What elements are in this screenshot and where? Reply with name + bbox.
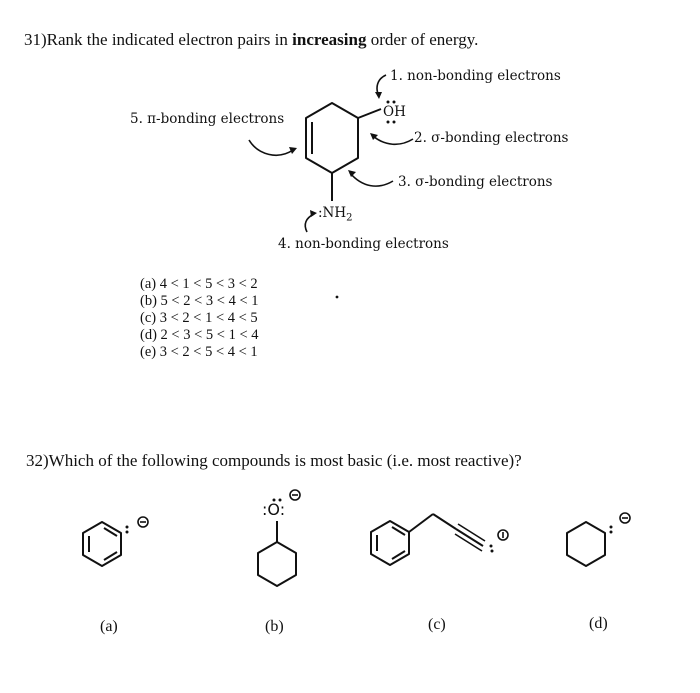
amino-label-subscript: 2 [346,212,353,224]
caption-c: (c) [428,616,446,633]
structure-a-phenyl-anion [83,517,148,566]
hydroxyl-label: OH [383,104,406,120]
option-c[interactable]: (c) 3 < 2 < 1 < 4 < 5 [140,310,258,326]
label-2-sigma-bonding: 2. σ-bonding electrons [414,130,569,146]
caption-a: (a) [100,618,118,635]
option-b[interactable]: (b) 5 < 2 < 3 < 4 < 1 [140,293,259,309]
label-5-pi-bonding: 5. π-bonding electrons [130,111,285,127]
caption-d: (d) [589,615,608,632]
label-1-non-bonding: 1. non-bonding electrons [390,68,561,84]
structure-c-alkynyl-anion [371,514,508,565]
structure-d-cyclohexyl-anion [567,513,630,566]
option-a[interactable]: (a) 4 < 1 < 5 < 3 < 2 [140,276,258,292]
amino-label-main: :NH [318,205,347,221]
question-31-number: 31) [24,30,47,49]
question-31-emphasis: increasing [292,30,367,49]
question-31-text-before: Rank the indicated electron pairs in [46,30,293,49]
caption-b: (b) [265,618,284,635]
label-3-sigma-bonding: 3. σ-bonding electrons [398,174,553,190]
label-4-non-bonding: 4. non-bonding electrons [278,236,449,252]
question-32-title: 32)Which of the following compounds is most basic (i.e. most reactive)? [26,451,522,470]
question-31-text-after: order of energy. [366,30,479,49]
option-e[interactable]: (e) 3 < 2 < 5 < 4 < 1 [140,344,258,360]
alkoxide-oxygen-label: :O: [262,500,286,519]
option-d[interactable]: (d) 2 < 3 < 5 < 1 < 4 [140,327,259,343]
